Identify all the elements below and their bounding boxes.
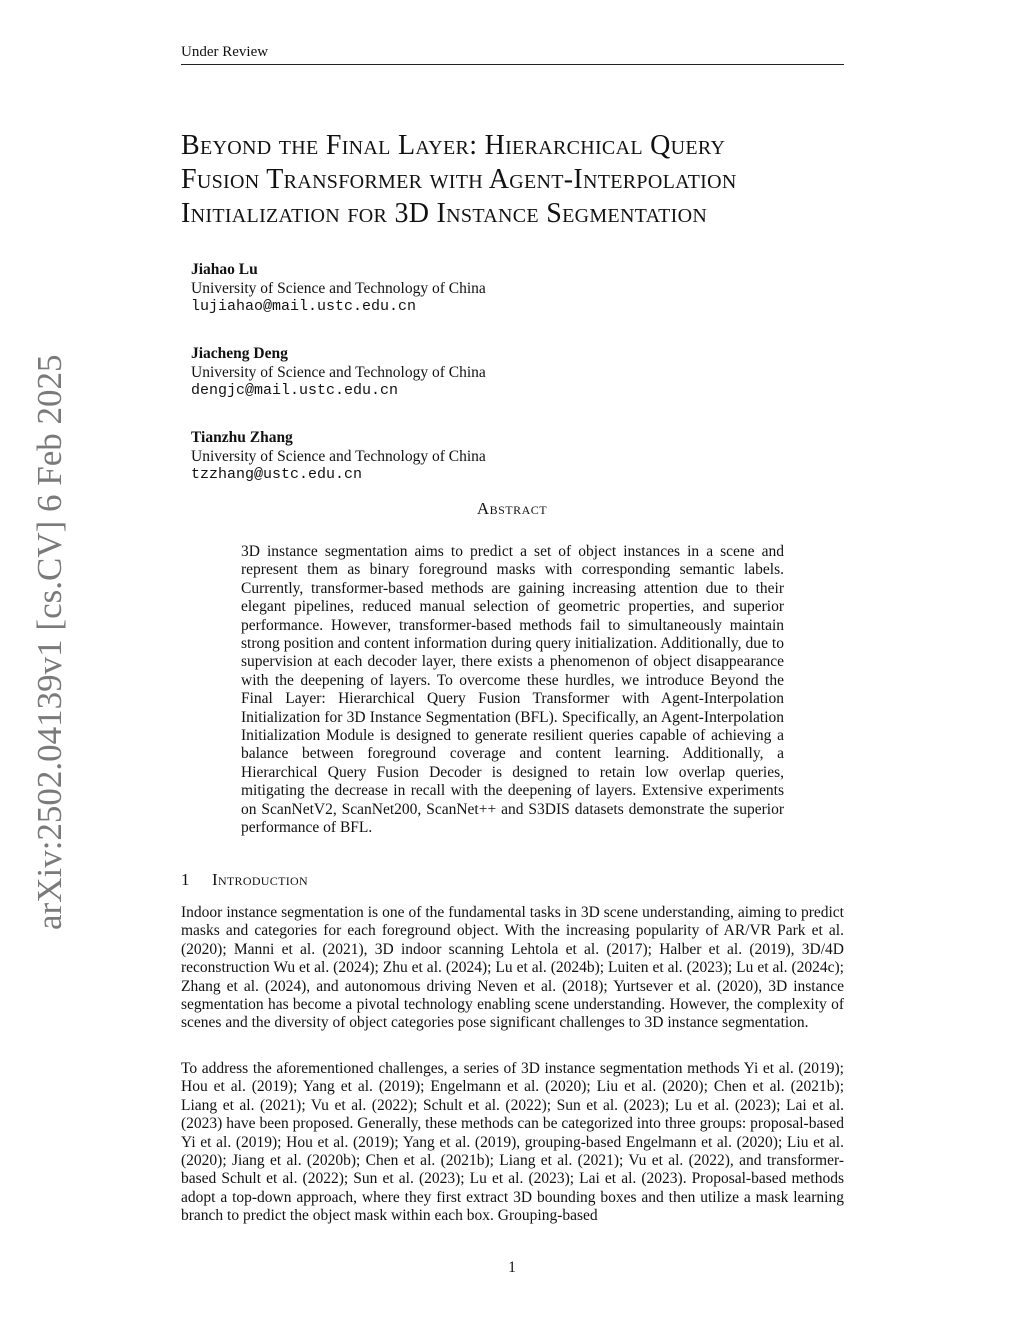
section-heading-introduction	[181, 870, 581, 890]
title-line: Initialization for 3D Instance Segmentation	[181, 198, 708, 229]
title-line: Beyond the Final Layer: Hierarchical Query	[181, 130, 726, 161]
author-email[interactable]: lujiahao@mail.ustc.edu.cn	[191, 298, 417, 315]
arxiv-identifier: arXiv:2502.04139v1 [cs.CV] 6 Feb 2025	[30, 354, 69, 930]
section-title: Introduction	[212, 870, 308, 889]
abstract-heading: Abstract	[476, 499, 548, 518]
paper-title	[181, 129, 861, 231]
author-affiliation: University of Science and Technology of China	[191, 279, 486, 297]
author-name: Jiahao Lu	[191, 261, 258, 278]
title-line: Fusion Transformer with Agent-Interpolation	[181, 164, 737, 195]
author-block	[191, 429, 691, 485]
author-affiliation: University of Science and Technology of China	[191, 447, 486, 465]
author-email[interactable]: tzzhang@ustc.edu.cn	[191, 466, 363, 483]
abstract-text: 3D instance segmentation aims to predict a set of object instances in a scene and represent them as binary foreground masks with corresponding semantic labels. Currently, transformer-based methods are gaining increasing attention due to their elegant pipelines, reduced manual selection of geometric properties, and superior performance. However, transformer-based methods fail to simultaneously maintain strong position and content information during query initialization. Additionally, due to supervision at each decoder layer, there exists a phenomenon of object disappearance with the deepening of layers. To overcome these hurdles, we introduce Beyond the Final Layer: Hierarchical Query Fusion Transformer with Agent-Interpolation Initialization for 3D Instance Segmentation (BFL). Specifically, an Agent-Interpolation Initialization Module is designed to generate resilient queries capable of achieving a balance between foreground coverage and content learning. Additionally, a Hierarchical Query Fusion Decoder is designed to retain low overlap queries, mitigating the decrease in recall with the deepening of layers. Extensive experiments on ScanNetV2, ScanNet200, ScanNet++ and S3DIS datasets demonstrate the superior performance of BFL.	[241, 543, 784, 837]
intro-paragraph: Indoor instance segmentation is one of the fundamental tasks in 3D scene understanding, aiming to predict masks and categories for each foreground object. With the increasing popularity of AR/VR Park et al. (2020); Manni et al. (2021), 3D indoor scanning Lehtola et al. (2017); Halber et al. (2019), 3D/4D reconstruction Wu et al. (2024); Zhu et al. (2024); Lu et al. (2024b); Luiten et al. (2023); Lu et al. (2024c); Zhang et al. (2024), and autonomous driving Neven et al. (2018); Yurtsever et al. (2020), 3D instance segmentation has become a pivotal technology enabling scene understanding. However, the complexity of scenes and the diversity of object categories pose significant challenges to 3D instance segmentation.	[181, 904, 844, 1032]
author-name: Tianzhu Zhang	[191, 429, 293, 446]
section-number: 1	[181, 870, 190, 889]
author-affiliation: University of Science and Technology of China	[191, 363, 486, 381]
author-block	[191, 345, 691, 401]
page-number: 1	[508, 1259, 516, 1276]
author-name: Jiacheng Deng	[191, 345, 288, 362]
intro-paragraph: To address the aforementioned challenges, a series of 3D instance segmentation methods Yi et al. (2019); Hou et al. (2019); Yang et al. (2019); Engelmann et al. (2020); Liu et al. (2020); Chen et al. (2021b); Liang et al. (2021); Vu et al. (2022); Schult et al. (2022); Sun et al. (2023); Lu et al. (2023); Lai et al. (2023) have been proposed. Generally, these methods can be categorized into three groups: proposal-based Yi et al. (2019); Hou et al. (2019); Yang et al. (2019), grouping-based Engelmann et al. (2020); Liu et al. (2020); Jiang et al. (2020b); Chen et al. (2021b); Liang et al. (2021); Vu et al. (2022), and transformer-based Schult et al. (2022); Sun et al. (2023); Lu et al. (2023); Lai et al. (2023). Proposal-based methods adopt a top-down approach, where they first extract 3D bounding boxes and then utilize a mask learning branch to predict the object mask within each box. Grouping-based	[181, 1060, 844, 1225]
author-email[interactable]: dengjc@mail.ustc.edu.cn	[191, 382, 399, 399]
author-block	[191, 261, 691, 317]
running-head: Under Review	[181, 44, 844, 65]
